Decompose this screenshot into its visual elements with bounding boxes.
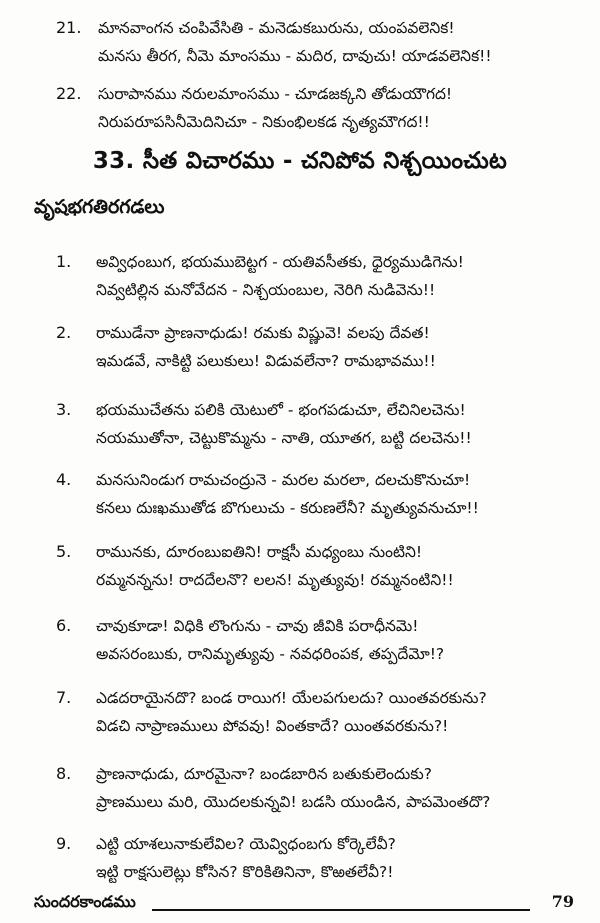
verse-1 bbox=[56, 248, 576, 304]
verse-line: చావుకూడా! విధికి లొంగును - చావు జీవికి పరాధీనమె! bbox=[96, 617, 419, 635]
verse-6 bbox=[56, 612, 576, 668]
verse-7 bbox=[56, 684, 576, 740]
verse-line: విడచి నాప్రాణములు పోవవు! వింతకాదే? యింతవరకును?! bbox=[96, 717, 449, 735]
page-footer bbox=[34, 892, 574, 920]
verse-line: ప్రాణనాధుడు, దూరమైనా? బండబారిన బతుకులెందుకు? bbox=[96, 765, 432, 783]
verse-line: ప్రాణములు మరి, యొదలకున్నవి! బడసి యుండిన, పాపమెంతదొ? bbox=[96, 793, 491, 811]
verse-line: ఎట్టి యాశలునాకులేవిల? యెవ్విధంబగు కోర్కెలేవీ? bbox=[96, 835, 396, 853]
verse-line: నివ్వటిల్లిన మనోవేదన - నిశ్చయంబుల, నెరిగి నుడివెను!! bbox=[96, 281, 436, 299]
verse-line: కనలు దుఃఖముతోడ బొగులుచు - కరుణలేనీ? మృత్యువనుచూ!! bbox=[96, 499, 479, 517]
verse-line: రాముడేనా ప్రాణనాధుడు! రమకు విష్ణువె! వలపు దేవత! bbox=[96, 324, 430, 342]
verse-22 bbox=[56, 80, 576, 136]
verse-number: 9. bbox=[56, 834, 72, 853]
verse-number: 21. bbox=[56, 18, 82, 37]
verse-line: మానవాంగన చంపివేసితి - మనెడుకబురును, యంపవలెనిక! bbox=[98, 19, 455, 37]
verse-line: ఇట్టి రాక్షసులెట్లు కోసిన? కొరికితినినా, కొఱతలేవీ?! bbox=[96, 863, 394, 881]
verse-number: 2. bbox=[56, 323, 72, 342]
verse-line: రమ్మనన్నను! రాదదేలనొ? లలన! మృత్యువు! రమ్మనంటిని!! bbox=[96, 571, 454, 589]
verse-3 bbox=[56, 396, 576, 452]
verse-5 bbox=[56, 538, 576, 594]
verse-21 bbox=[56, 14, 576, 70]
verse-line: మనసునిండుగ రామచంద్రునె - మరల మరలా, దలచుకొనుచూ! bbox=[96, 471, 471, 489]
verse-line: అవసరంబుకు, రానిమృత్యువు - నవధరింపక, తప్పదేమో!? bbox=[96, 645, 445, 663]
verse-number: 22. bbox=[56, 84, 82, 103]
verse-line: మనసు తీరగ, నీమె మాంసము - మదిర, దావుచు! యాడవలెనిక!! bbox=[98, 47, 492, 65]
verse-number: 3. bbox=[56, 400, 72, 419]
verse-4 bbox=[56, 466, 576, 522]
verse-number: 4. bbox=[56, 470, 72, 489]
verse-line: రామునకు, దూరంబుఐతిని! రాక్షసీ మధ్యంబు నుంటిని! bbox=[96, 543, 423, 561]
chapter-title: 33. సీత విచారము - చనిపోవ నిశ్చయించుట bbox=[92, 148, 508, 174]
verse-8 bbox=[56, 760, 576, 816]
verse-number: 7. bbox=[56, 688, 72, 707]
verse-line: భయముచేతను పలికి యెటులో - భంగపడుచూ, లేచినిలచెను! bbox=[96, 401, 466, 419]
verse-number: 1. bbox=[56, 252, 72, 271]
verse-2 bbox=[56, 319, 576, 375]
verse-number: 5. bbox=[56, 542, 72, 561]
footer-rule bbox=[152, 909, 530, 911]
verse-line: నయముతోనా, చెట్టుకొమ్మను - నాతి, యూతగ, బట్టి దలచెను!! bbox=[96, 429, 472, 447]
verse-line: సురాపానము నరులమాంసము - చూడజక్కని తోడుయౌగద! bbox=[98, 85, 453, 103]
verse-number: 8. bbox=[56, 764, 72, 783]
meter-label: వృషభగతిరగడలు bbox=[34, 196, 165, 218]
verse-number: 6. bbox=[56, 616, 72, 635]
verse-9 bbox=[56, 830, 576, 886]
verse-line: నిరుపరూపసినీమెదినిచూ - నికుంభిలకడ నృత్యమౌగద!! bbox=[98, 113, 430, 131]
verse-line: అవ్విధంబుగ, భయముబెట్టగ - యతివసీతకు, ధైర్యముడిగెను! bbox=[96, 253, 464, 271]
page-number: 79 bbox=[551, 892, 574, 911]
verse-line: ఎడదరాయైనదొ? బండ రాయిగ! యేలపగులదు? యింతవరకును? bbox=[96, 689, 487, 707]
verse-line: ఇమడవే, నాకిట్టి పలుకులు! విడువలేనా? రామభావము!! bbox=[96, 352, 436, 370]
book-title: సుందరకాండము bbox=[34, 892, 138, 915]
